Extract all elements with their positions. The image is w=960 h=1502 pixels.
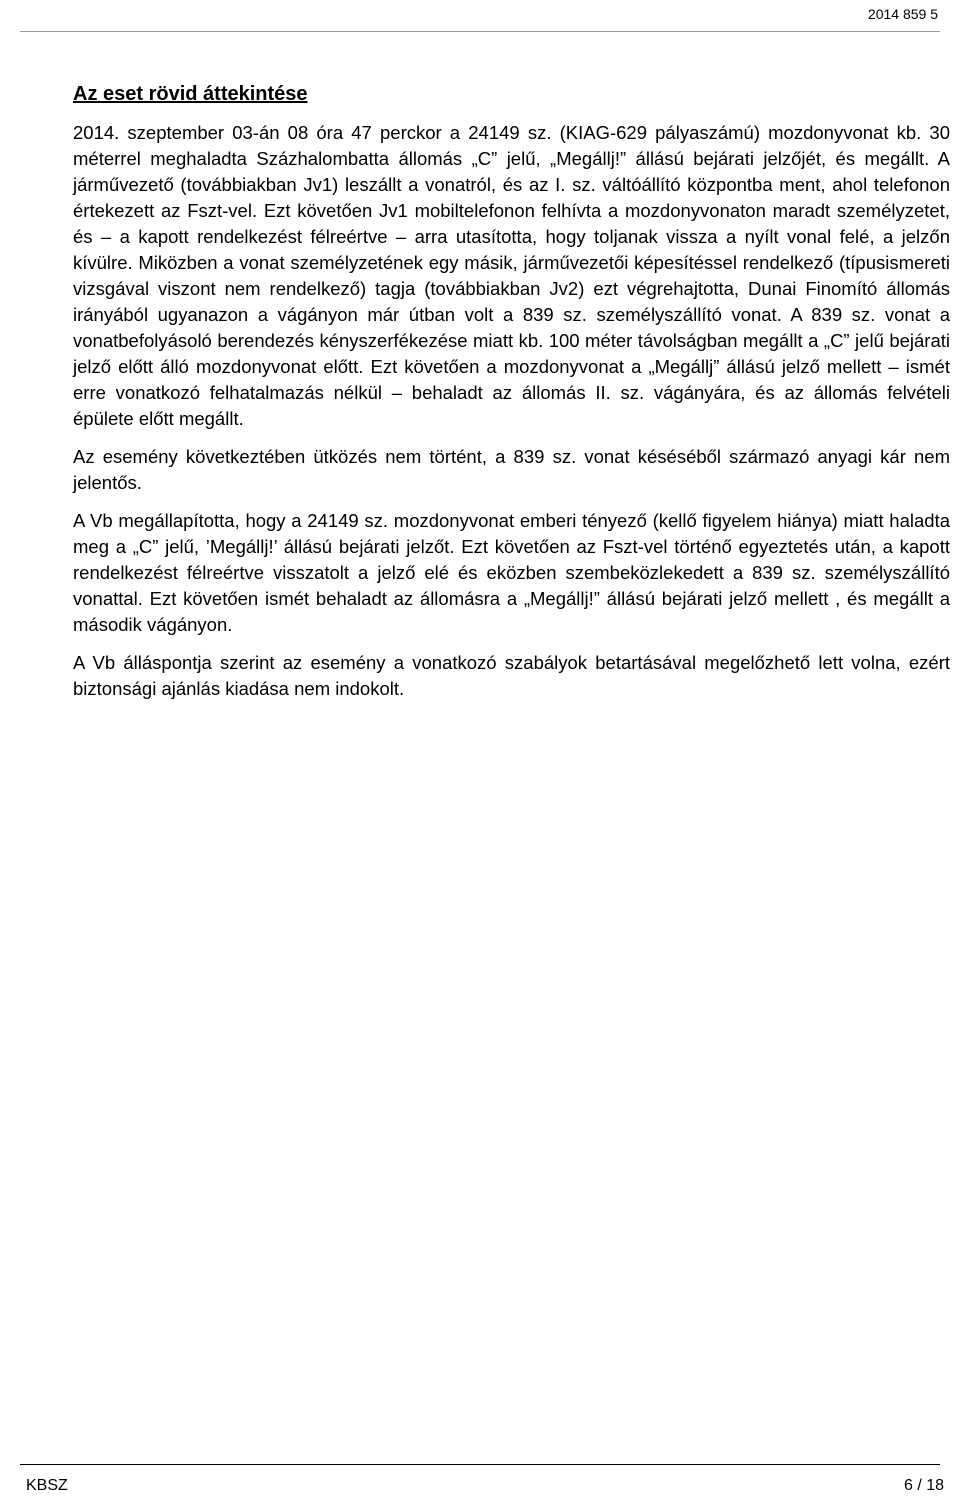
page-header [0, 0, 960, 32]
paragraph-consequence: Az esemény következtében ütközés nem történt, a 839 sz. vonat késéséből származó anyagi kár nem jelentős. [73, 446, 950, 493]
document-reference: 2014 859 5 [867, 6, 938, 22]
paragraph-overview: 2014. szeptember 03-án 08 óra 47 perckor a 24149 sz. (KIAG-629 pályaszámú) mozdonyvonat kb. 30 méterrel meghaladta Százhalombatta állomás „C” jelű, „Megállj!” állású bejárati jelzőjét, és megállt. A járművezető (továbbiakban Jv1) leszállt a vonatról, és az I. sz. váltóállító központba ment, ahol telefonon értekezett az Fszt-vel. Ezt követően Jv1 mobiltelefonon felhívta a mozdonyvonaton maradt személyzetet, és – a kapott rendelkezést félreértve – arra utasította, hogy toljanak vissza a nyílt vonal felé, a jelzőn kívülre. Miközben a vonat személyzetének egy másik, járművezetői képesítéssel rendelkező (típusismereti vizsgával viszont nem rendelkező) tagja (továbbiakban Jv2) ezt végrehajtotta, Dunai Finomító állomás irányából ugyanazon a vágányon már útban volt a 839 sz. személyszállító vonat. A 839 sz. vonat a vonatbefolyásoló berendezés kényszerfékezése miatt kb. 100 méter távolságban megállt a „C” jelű bejárati jelző előtt álló mozdonyvonat előtt. Ezt követően a mozdonyvonat a „Megállj” állású jelző mellett – ismét erre vonatkozó felhatalmazás nélkül – behaladt az állomás II. sz. vágányára, és az állomás felvételi épülete előtt megállt. [73, 122, 950, 429]
organization-label: KBSZ [26, 1477, 68, 1494]
header-divider [20, 31, 940, 32]
paragraph-conclusion: A Vb álláspontja szerint az esemény a vonatkozó szabályok betartásával megelőzhető lett volna, ezért biztonsági ajánlás kiadása nem indokolt. [73, 652, 950, 699]
page-number: 6 / 18 [903, 1477, 944, 1494]
section-title: Az eset rövid áttekintése [73, 83, 308, 105]
document-body [73, 80, 950, 714]
footer-divider [20, 1464, 940, 1465]
paragraph-findings: A Vb megállapította, hogy a 24149 sz. mozdonyvonat emberi tényező (kellő figyelem hiánya) miatt haladta meg a „C” jelű, ’Megállj!’ állású bejárati jelzőt. Ezt követően az Fszt-vel történő egyeztetés után, a kapott rendelkezést félreértve visszatolt a jelző elé és eközben szembeközlekedett a 839 sz. személyszállító vonattal. Ezt követően ismét behaladt az állomásra a „Megállj!” állású bejárati jelző mellett , és megállt a második vágányon. [73, 510, 950, 635]
page-footer [0, 1464, 960, 1502]
